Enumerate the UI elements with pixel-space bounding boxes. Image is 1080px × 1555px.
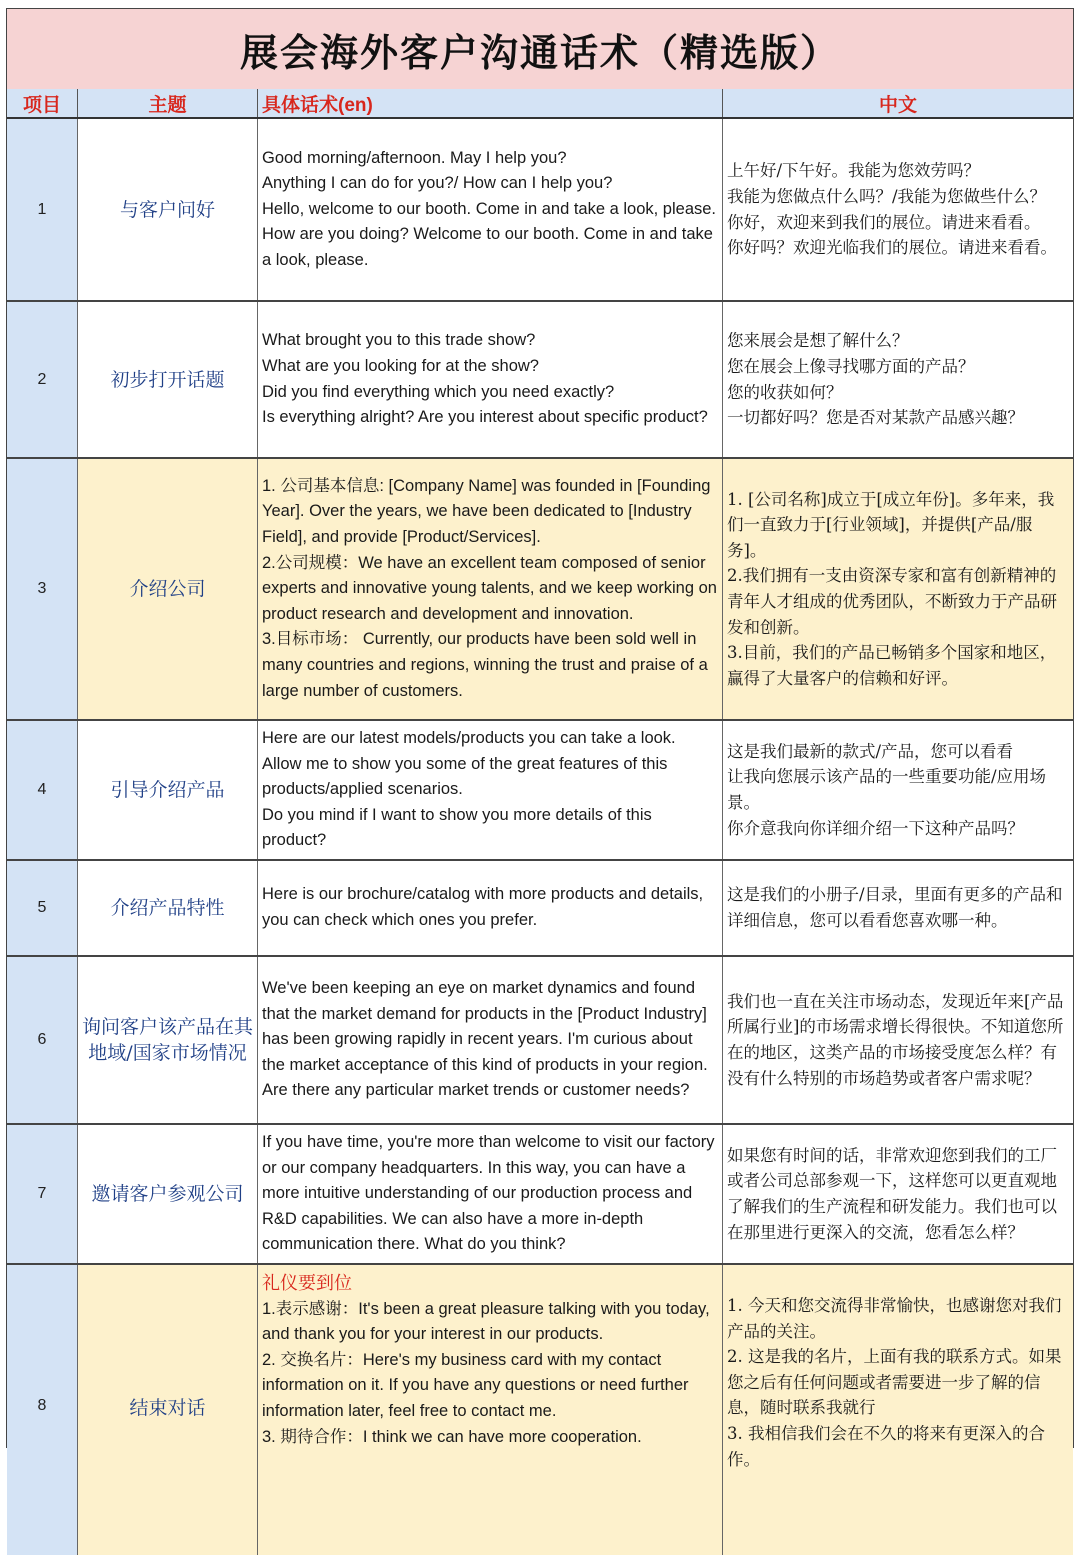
zh-line: 我们也一直在关注市场动态，发现近年来[产品所属行业]的市场需求增长得很快。不知道您所在的地区，这类产品的市场接受度怎么样？有没有什么特别的市场趋势或者客户需求呢？ bbox=[727, 991, 1064, 1088]
row-english bbox=[258, 721, 723, 859]
table-body bbox=[7, 119, 1073, 1555]
table-header bbox=[7, 89, 1073, 119]
table-row bbox=[7, 721, 1073, 861]
en-line: Is everything alright? Are you interest about specific product? bbox=[262, 408, 708, 427]
row-chinese bbox=[723, 1265, 1073, 1555]
zh-line: 您的收获如何？ bbox=[727, 382, 843, 402]
zh-line: 这是我们最新的款式/产品，您可以看看 bbox=[727, 741, 1014, 761]
row-english bbox=[258, 459, 723, 719]
zh-line: 你好吗？欢迎光临我们的展位。请进来看看。 bbox=[727, 238, 1057, 258]
en-line: 1. 公司基本信息: [Company Name] was founded in [Founding Year]. Over the years, we have been dedicated to [Industry Field], and provide [Product/Services]. bbox=[262, 476, 711, 547]
row-number: 8 bbox=[7, 1265, 78, 1555]
row-topic: 初步打开话题 bbox=[78, 302, 258, 457]
en-line: 3. 期待合作：I think we can have more cooperation. bbox=[262, 1427, 642, 1446]
zh-line: 让我向您展示该产品的一些重要功能/应用场景。 bbox=[727, 767, 1047, 812]
header-no: 项目 bbox=[7, 89, 78, 117]
en-line: Hello, welcome to our booth. Come in and take a look, please. bbox=[262, 199, 717, 218]
zh-line: 2.我们拥有一支由资深专家和富有创新精神的青年人才组成的优秀团队，不断致力于产品研发和创新。 bbox=[727, 566, 1057, 637]
row-topic: 介绍公司 bbox=[78, 459, 258, 719]
header-topic: 主题 bbox=[78, 89, 258, 117]
row-number: 5 bbox=[7, 861, 78, 955]
row-english bbox=[258, 302, 723, 457]
header-zh: 中文 bbox=[878, 94, 917, 116]
table-row bbox=[7, 119, 1073, 302]
zh-line: 2. 这是我的名片，上面有我的联系方式。如果您之后有任何问题或者需要进一步了解的信息，随时联系我就行 bbox=[727, 1347, 1062, 1418]
zh-line: 3. 我相信我们会在不久的将来有更深入的合作。 bbox=[727, 1423, 1045, 1469]
en-line: What are you looking for at the show? bbox=[262, 356, 539, 375]
en-line: Allow me to show you some of the great features of this products/applied scenarios. bbox=[262, 754, 668, 799]
zh-line: 如果您有时间的话，非常欢迎您到我们的工厂或者公司总部参观一下，这样您可以更直观地了解我们的生产流程和研发能力。我们也可以在那里进行更深入的交流，您看怎么样？ bbox=[727, 1145, 1057, 1242]
zh-line: 你好，欢迎来到我们的展位。请进来看看。 bbox=[727, 212, 1041, 232]
en-line: Here is our brochure/catalog with more products and details, you can check which ones you prefer. bbox=[262, 885, 704, 929]
zh-line: 1. [公司名称]成立于[成立年份]。多年来，我们一直致力于[行业领域]，并提供[产品/服务]。 bbox=[727, 489, 1055, 560]
en-line: Did you find everything which you need exactly? bbox=[262, 382, 615, 401]
row-chinese bbox=[723, 957, 1073, 1123]
row-english bbox=[258, 861, 723, 955]
en-line: Anything I can do for you?/ How can I help you? bbox=[262, 174, 613, 193]
row-english bbox=[258, 1125, 723, 1263]
en-line: How are you doing? Welcome to our booth. Come in and take a look, please. bbox=[262, 225, 713, 269]
row-topic: 邀请客户参观公司 bbox=[78, 1125, 258, 1263]
en-line: Do you mind if I want to show you more details of this product? bbox=[262, 805, 652, 850]
table-row bbox=[7, 459, 1073, 721]
row-number: 2 bbox=[7, 302, 78, 457]
zh-line: 我能为您做点什么吗？/我能为您做些什么？ bbox=[727, 186, 1047, 206]
row-english bbox=[258, 1265, 723, 1555]
row-number: 6 bbox=[7, 957, 78, 1123]
en-line: What brought you to this trade show? bbox=[262, 331, 536, 350]
en-line: 3.目标市场： Currently, our products have been sold well in many countries and regions, winning the trust and praise of a large number of customers. bbox=[262, 630, 708, 700]
en-heading: 礼仪要到位 bbox=[262, 1273, 352, 1294]
page-title: 展会海外客户沟通话术（精选版） bbox=[7, 8, 1073, 90]
table-row bbox=[7, 861, 1073, 957]
row-number: 1 bbox=[7, 119, 78, 300]
row-number: 7 bbox=[7, 1125, 78, 1263]
en-line: 1.表示感谢：It's been a great pleasure talking with you today, and thank you for your interest in our products. bbox=[262, 1299, 710, 1344]
row-english bbox=[258, 957, 723, 1123]
zh-line: 您在展会上像寻找哪方面的产品？ bbox=[727, 356, 975, 376]
table-row bbox=[7, 302, 1073, 459]
zh-line: 这是我们的小册子/目录，里面有更多的产品和详细信息，您可以看看您喜欢哪一种。 bbox=[727, 885, 1063, 930]
row-chinese bbox=[723, 459, 1073, 719]
en-line: Good morning/afternoon. May I help you? bbox=[262, 148, 567, 167]
table-row bbox=[7, 1265, 1073, 1555]
en-line: Here are our latest models/products you can take a look. bbox=[262, 729, 676, 748]
row-chinese bbox=[723, 1125, 1073, 1263]
zh-line: 一切都好吗？您是否对某款产品感兴趣？ bbox=[727, 408, 1024, 428]
table-row bbox=[7, 957, 1073, 1125]
row-chinese bbox=[723, 721, 1073, 859]
row-topic: 结束对话 bbox=[78, 1265, 258, 1555]
en-line: 2. 交换名片：Here's my business card with my contact information on it. If you have any questions or need further information later, feel free to contact me. bbox=[262, 1350, 689, 1420]
zh-line: 1. 今天和您交流得非常愉快，也感谢您对我们产品的关注。 bbox=[727, 1296, 1062, 1341]
table-row bbox=[7, 1125, 1073, 1265]
row-number: 4 bbox=[7, 721, 78, 859]
row-chinese bbox=[723, 119, 1073, 300]
sheet bbox=[6, 8, 1074, 1469]
header-en: 具体话术(en) bbox=[258, 89, 723, 117]
row-topic: 与客户问好 bbox=[78, 119, 258, 300]
zh-line: 您来展会是想了解什么？ bbox=[727, 331, 909, 351]
en-line: We've been keeping an eye on market dynamics and found that the market demand for products in the [Product Industry] has been growing rapidly in recent years. I'm curious about the market acceptance of this kind of products in your region. Are there any particular market trends or customer needs? bbox=[262, 979, 708, 1100]
row-english bbox=[258, 119, 723, 300]
zh-line: 3.目前，我们的产品已畅销多个国家和地区，赢得了大量客户的信赖和好评。 bbox=[727, 643, 1057, 688]
en-line: 2.公司规模：We have an excellent team composed of senior experts and innovative young talents, and we keep working on product research and development and innovation. bbox=[262, 553, 717, 623]
row-chinese bbox=[723, 302, 1073, 457]
en-line: If you have time, you're more than welcome to visit our factory or our company headquarters. In this way, you can have a more intuitive understanding of our production process and R&D capabilities. We can also have a more in-depth communication there. What do you think? bbox=[262, 1133, 715, 1254]
row-topic: 介绍产品特性 bbox=[78, 861, 258, 955]
row-topic: 询问客户该产品在其地域/国家市场情况 bbox=[78, 957, 258, 1123]
row-topic: 引导介绍产品 bbox=[78, 721, 258, 859]
zh-line: 上午好/下午好。我能为您效劳吗？ bbox=[727, 161, 981, 181]
zh-line: 你介意我向你详细介绍一下这种产品吗？ bbox=[727, 818, 1024, 838]
row-number: 3 bbox=[7, 459, 78, 719]
row-chinese bbox=[723, 861, 1073, 955]
